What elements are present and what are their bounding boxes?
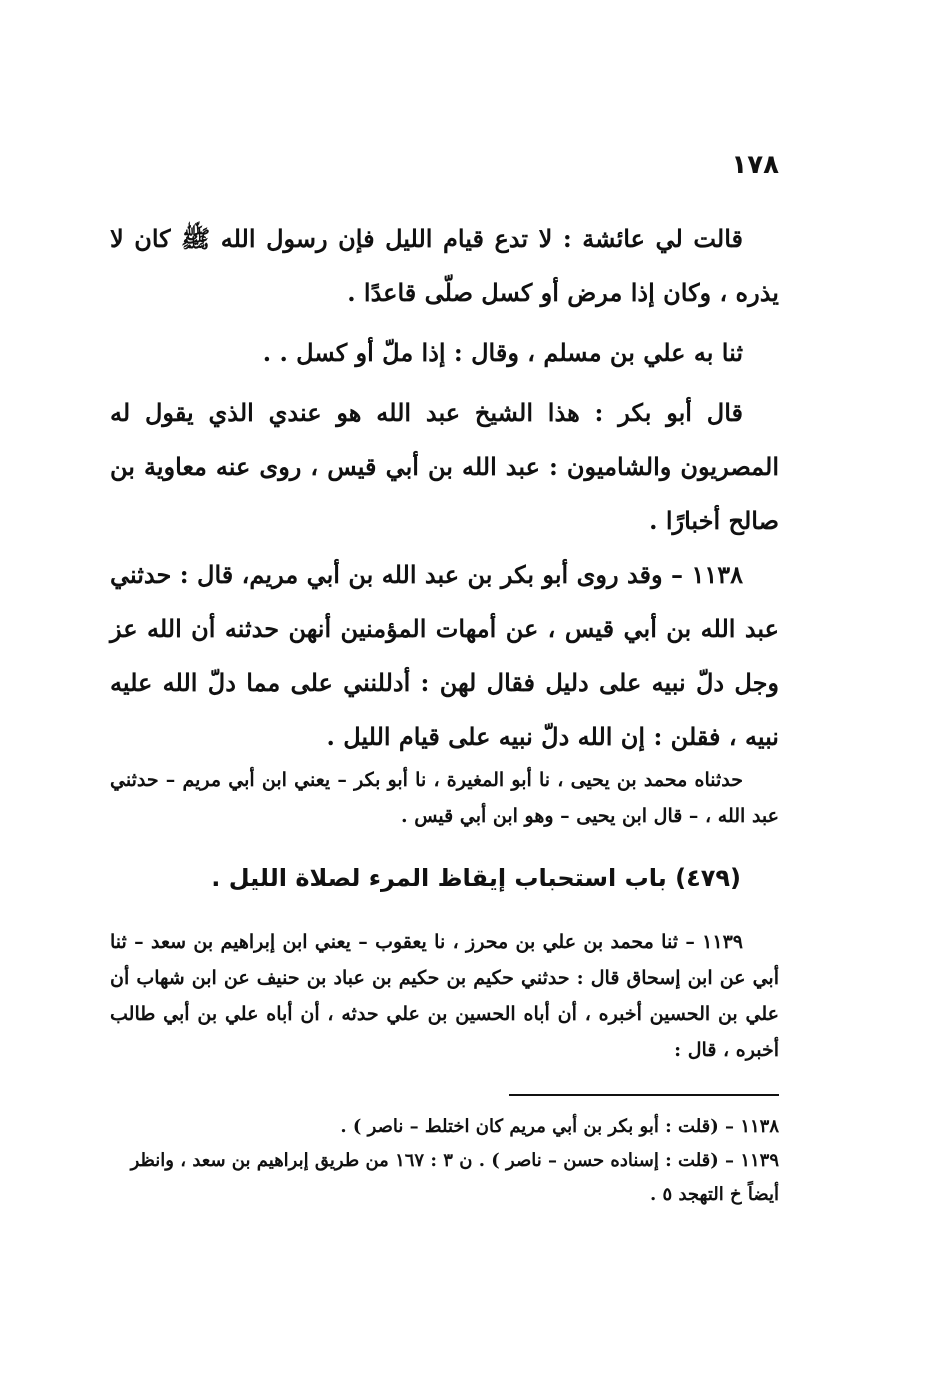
footnote-1138: ١١٣٨ – (قلت : أبو بكر بن أبي مريم كان اختلط – ناصر ) . xyxy=(340,1116,779,1137)
footnote-divider xyxy=(509,1094,779,1096)
footnotes xyxy=(110,1110,779,1212)
paragraph-aisha xyxy=(110,212,779,320)
paragraph-hadith-1138 xyxy=(110,548,779,764)
chapter-heading: (٤٧٩) باب استحباب إيقاظ المرء لصلاة الليل . xyxy=(211,864,741,892)
paragraph-text: ١١٣٨ – وقد روى أبو بكر بن عبد الله بن أبي مريم، قال : حدثني عبد الله بن أبي قيس ، عن أمهات المؤمنين أنهن حدثنه أن الله عز وجل دلّ نبيه على دليل فقال لهن : أدللنني على مما دلّ الله عليه نبيه ، فقلن : إن الله دلّ نبيه على قيام الليل . xyxy=(110,560,779,751)
paragraph-text: قال أبو بكر : هذا الشيخ عبد الله هو عندي الذي يقول له المصريون والشاميون : عبد الله بن أبي قيس ، روى عنه معاوية بن صالح أخبارًا . xyxy=(110,398,779,535)
paragraph-isnad-1138 xyxy=(110,762,779,834)
paragraph-hadith-1139 xyxy=(110,924,779,1068)
paragraph-text: قالت لي عائشة : لا تدع قيام الليل فإن رسول الله ﷺ كان لا يذره ، وكان إذا مرض أو كسل صلّى قاعدًا . xyxy=(110,224,779,307)
page-number: ١٧٨ xyxy=(731,150,779,180)
paragraph-text: ثنا به علي بن مسلم ، وقال : إذا ملّ أو كسل . . xyxy=(262,338,743,367)
paragraph-text: ١١٣٩ – ثنا محمد بن علي بن محرز ، نا يعقوب – يعني ابن إبراهيم بن سعد – ثنا أبي عن ابن إسحاق قال : حدثني حكيم بن حكيم بن عباد بن حنيف عن ابن شهاب أن علي بن الحسين أخبره ، أن أباه الحسين بن علي حدثه ، أن أباه علي بن أبي طالب أخبره ، قال : xyxy=(110,931,779,1061)
paragraph-abu-bakr-comment xyxy=(110,386,779,548)
footnote-1139: ١١٣٩ – (قلت : إسناده حسن – ناصر ) . ن ٣ : ١٦٧ من طريق إبراهيم بن سعد ، وانظر أيضاً خ التهجد ٥ . xyxy=(130,1150,779,1205)
paragraph-text: حدثناه محمد بن يحيى ، نا أبو المغيرة ، نا أبو بكر – يعني ابن أبي مريم – حدثني عبد الله ، – قال ابن يحيى – وهو ابن أبي قيس . xyxy=(110,769,779,827)
paragraph-ali-bin-muslim xyxy=(110,326,779,380)
